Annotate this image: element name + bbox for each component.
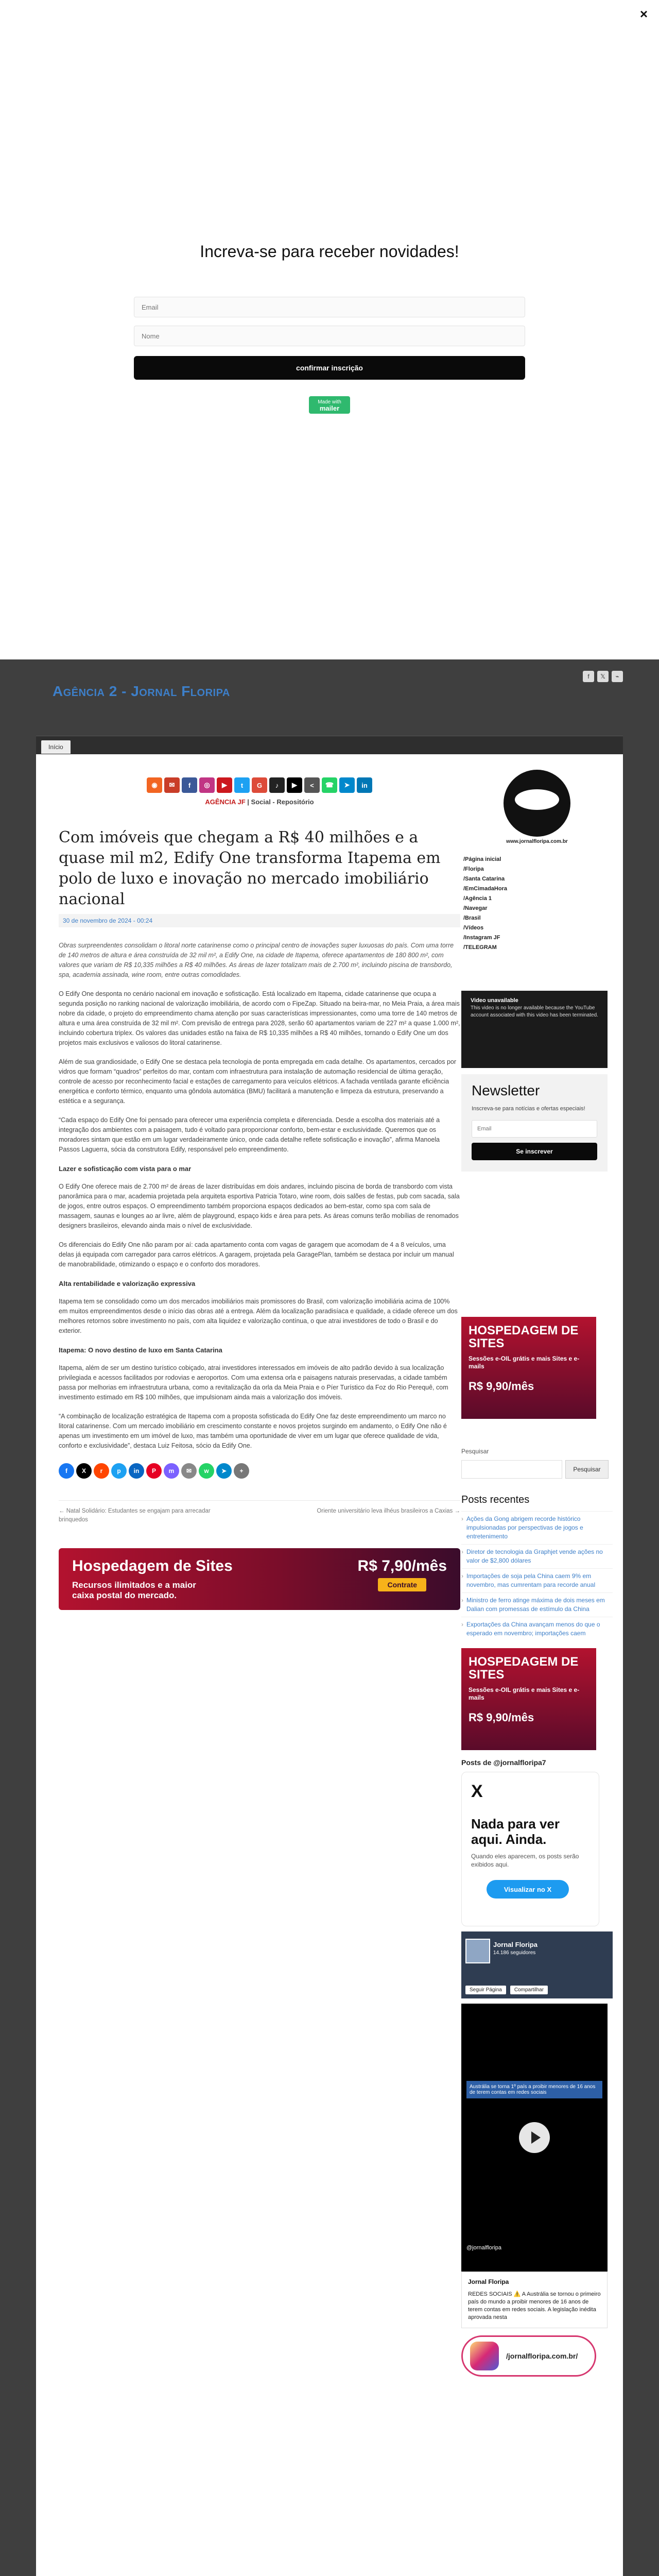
sidebar-link[interactable]: /Floripa	[463, 866, 484, 872]
recent-post-link[interactable]: › Exportações da China avançam menos do que o esperado em novembro; importações caem	[461, 1617, 613, 1641]
ad-title: Hospedagem de Sites	[72, 1557, 233, 1574]
recent-posts	[461, 1494, 613, 1641]
play-icon[interactable]	[519, 2122, 550, 2153]
twitter-icon[interactable]: 𝕏	[597, 671, 609, 682]
next-post-link[interactable]: Oriente universitário leva ilhéus brasileiros a Caxias →	[317, 1508, 460, 1514]
paragraph: Itapema, além de ser um destino turístico cobiçado, atrai investidores interessados em imóveis de alto padrão devido à sua localização privilegiada e acessos facilitados por rodovias e aeroportos. Com uma extensa orla e paisagens naturais preservadas, a cidade também passa por melhorias em infraestrutura urbana, como a revitalização da orla da Meia Praia e o Píer Turístico da Foz do Rio Perequê, com investimento estimado em R$ 100 milhões, que impulsionam ainda mais a valorização dos imóveis.	[59, 1364, 448, 1401]
sidebar-hosting-ad[interactable]	[461, 1317, 596, 1419]
video-icon[interactable]: ▶	[287, 777, 302, 793]
post-text: REDES SOCIAIS ⚠️ A Austrália se tornou o primeiro país do mundo a proibir menores de 16 anos de terem contas em redes sociais. A legislação inédita aprovada nesta	[468, 2291, 601, 2320]
confirm-subscription-button[interactable]: confirmar inscrição	[134, 356, 525, 380]
recent-posts-title: Posts recentes	[461, 1494, 530, 1505]
sidebar-link[interactable]: /Instagram JF	[463, 935, 500, 941]
video-handle: @jornalfloripa	[466, 2245, 502, 2251]
paragraph: O Edify One oferece mais de 2.700 m² de áreas de lazer distribuídas em dois andares, incluindo piscina de borda de transbordo com vista panorâmica para o mar, academia projetada pela arquiteta esportiva Patricia Totaro, wine room, dois salões de festas, pub com sacada, sala de jogos, entre outros espaços. O empreendimento também proporciona espaços dedicados ao bem-estar, como spa com sala de massagem, saunas e lounges ao ar livre, além de playground, espaço kids e área para pets. As áreas comuns terão mobílias de renomados designers brasileiros, elevando ainda mais o nível de exclusividade.	[59, 1183, 460, 1229]
x-widget-title: Posts de @jornalfloripa7	[461, 1758, 546, 1767]
ad-cta-button[interactable]: Contrate	[378, 1578, 426, 1591]
x-icon[interactable]: X	[76, 1463, 92, 1479]
fb-avatar	[465, 1939, 490, 1963]
instagram-icon	[470, 2342, 499, 2370]
popup-email-field[interactable]	[134, 297, 525, 317]
sidebar-hosting-ad-2[interactable]	[461, 1648, 596, 1750]
kicker-rest: | Social - Repositório	[245, 798, 314, 806]
facebook-icon[interactable]: f	[583, 671, 594, 682]
email-icon[interactable]: ✉	[181, 1463, 197, 1479]
more-icon[interactable]: +	[234, 1463, 249, 1479]
close-icon[interactable]: ×	[639, 6, 648, 22]
x-empty-text: Quando eles aparecem, os posts serão exibidos aqui.	[471, 1853, 579, 1868]
sidebar-link[interactable]: /TELEGRAM	[463, 944, 497, 951]
instagram-handle: /jornalfloripa.com.br/	[506, 2352, 578, 2360]
nav-tab-inicio[interactable]: Início	[41, 740, 71, 754]
youtube-embed[interactable]	[461, 991, 608, 1068]
paragraph: Além de sua grandiosidade, o Edify One se destaca pela tecnologia de ponta empregada em cada detalhe. Os apartamentos, cercados por vidros que formam “quadros” perfeitos do mar, contam com infraestrutura para instalação de automação residencial de última geração, controle de acesso por reconhecimento facial e estações de carregamento para veículos elétricos. A fachada ventilada garante eficiência energética e conforto térmico, enquanto uma gôndola automática (BMU) facilitará a manutenção e limpeza da estrutura, preservando a estética e a segurança.	[59, 1058, 457, 1105]
facebook-icon[interactable]: f	[59, 1463, 74, 1479]
pinterest-icon[interactable]: p	[111, 1463, 127, 1479]
ad-title: HOSPEDAGEM DE SITES	[469, 1655, 579, 1682]
paragraph: “A combinação de localização estratégica de Itapema com a proposta sofisticada do Edify One faz deste empreendimento um marco no litoral catarinense. Com um mercado imobiliário em crescimento constante e novos projetos surgindo em andamento, o Edify One não é apenas um investimento em um imóvel de luxo, mas também uma oportunidade de viver em um lugar que oferece qualidade de vida, conforto e exclusividade”, destaca Luiz Feitosa, sócio da Edify One.	[59, 1413, 447, 1449]
facebook-icon[interactable]: f	[182, 777, 197, 793]
main-navigation	[36, 736, 623, 754]
article-kicker	[59, 798, 460, 806]
ad-text: Sessões e-OIL grátis e mais Sites e e-mails	[469, 1686, 580, 1701]
pinterest-alt-icon[interactable]: P	[146, 1463, 162, 1479]
view-on-x-button[interactable]: Visualizar no X	[487, 1880, 569, 1899]
search-form	[461, 1460, 613, 1479]
messenger-icon[interactable]: m	[164, 1463, 179, 1479]
tiktok-icon[interactable]: ♪	[269, 777, 285, 793]
sidebar-link[interactable]: /EmCimadaHora	[463, 886, 507, 892]
bottom-share-icons	[59, 1463, 460, 1479]
ad-price-value: R$ 7,90/mês	[357, 1557, 447, 1574]
paragraph: Itapema tem se consolidado como um dos mercados imobiliários mais promissores do Brasil, com valorização imobiliária acima de 100% em muitos empreendimentos desde o início das obras até a entrega. Além da localização paradisíaca e qualidade, a cidade oferece um dos melhores retornos sobre investimento no país, com alta liquidez e valorização contínua, o que atrai investidores de todo o Brasil e do exterior.	[59, 1298, 458, 1334]
made-with-mailer-badge[interactable]	[309, 396, 350, 414]
sidebar-link[interactable]: /Navegar	[463, 905, 488, 911]
header-social-icons	[583, 671, 623, 682]
article-headline: Com imóveis que chegam a R$ 40 milhões e a quase mil m2, Edify One transforma Itapema em polo de luxo e inovação no mercado imobiliário nacional	[59, 828, 441, 908]
reddit-icon[interactable]: r	[94, 1463, 109, 1479]
ad-price	[358, 1557, 447, 1591]
video-caption: Austrália se torna 1º país a proibir menores de 16 anos de terem contas em redes sociais	[466, 2081, 602, 2098]
fb-share-button[interactable]: Compartilhar	[510, 1986, 548, 1994]
sidebar-link[interactable]: /Santa Catarina	[463, 876, 505, 882]
rss-icon[interactable]: ◉	[147, 777, 162, 793]
recent-post-link[interactable]: › Importações de soja pela China caem 9% em novembro, mas cumrentam para recorde anual	[461, 1568, 613, 1592]
twitter-icon[interactable]: t	[234, 777, 250, 793]
article	[59, 770, 460, 1610]
telegram-icon[interactable]: ➤	[339, 777, 355, 793]
paragraph: O Edify One desponta no cenário nacional em inovação e sofisticação. Está localizado em Itapema, cidade catarinense que ocupa a segunda posição no ranking nacional de valorização imobiliária, de acordo com o FipeZap. Situado na beira-mar, no Meia Praia, a área mais nobre da cidade, o projeto do empreendimento chama atenção por suas características impressionantes, como uma torre de 140 metros de altura e uma área construída de 32 mil m². Com previsão de entrega para 2028, serão 60 apartamentos variam de 227 m² a quase 1.000 m², incluindo cobertura triplex. Os valores das unidades estão na faixa de R$ 10,335 milhões a R$ 40 milhões, tornando o Edify One um dos projetos mais exclusivos e valiosos do litoral catarinense.	[59, 990, 460, 1046]
email-icon[interactable]: ✉	[164, 777, 180, 793]
jornal-floripa-logo	[504, 770, 570, 837]
google-icon[interactable]: G	[252, 777, 267, 793]
recent-post-link[interactable]: › Ações da Gong abrigem recorde histórico impulsionadas por perspectivas de jogos e entretenimento	[461, 1511, 613, 1544]
recent-post-link[interactable]: › Ministro de ferro atinge máxima de dois meses em Dalian com promessas de estímulo da China	[461, 1592, 613, 1617]
section-heading: Alta rentabilidade e valorização expressiva	[59, 1280, 196, 1287]
newsletter-email-field[interactable]	[472, 1120, 597, 1138]
linkedin-icon[interactable]: in	[357, 777, 372, 793]
instagram-icon[interactable]: ◎	[199, 777, 215, 793]
fb-page-name[interactable]: Jornal Floripa	[493, 1941, 537, 1948]
post-navigation	[59, 1500, 460, 1524]
popup-name-field[interactable]	[134, 326, 525, 346]
sidebar-links	[461, 855, 613, 953]
paragraph: Os diferenciais do Edify One não param por aí: cada apartamento conta com vagas de garagem que acomodam de 4 a 8 veículos, uma delas já equipada com carregador para carros elétricos. A garagem, projetada pela GaragePlan, também se destaca por incluir um manual de manobrabilidade, otimizando o espaço e o conforto dos moradores.	[59, 1241, 454, 1268]
newsletter-subscribe-button[interactable]: Se inscrever	[472, 1143, 597, 1160]
section-heading: Itapema: O novo destino de luxo em Santa Catarina	[59, 1346, 222, 1354]
top-share-icons	[59, 777, 460, 793]
sidebar-link[interactable]: /Agência 1	[463, 895, 492, 902]
article-body	[59, 989, 460, 1451]
facebook-page-widget[interactable]	[461, 1931, 613, 1998]
x-timeline-widget	[461, 1758, 613, 1926]
x-logo-icon: X	[471, 1782, 483, 1801]
search-button[interactable]: Pesquisar	[565, 1460, 609, 1479]
previous-post-link[interactable]: ← Natal Solidário: Estudantes se engajam para arrecadar brinquedos	[59, 1508, 211, 1523]
linkedin-icon[interactable]: in	[129, 1463, 144, 1479]
ad-title: HOSPEDAGEM DE SITES	[469, 1324, 579, 1350]
popup-title: Increva-se para receber novidades!	[200, 242, 459, 261]
embedded-video[interactable]	[461, 2004, 608, 2272]
site-wrapper	[0, 659, 659, 2576]
site-title[interactable]: Agência 2 - Jornal Floripa	[53, 683, 230, 699]
ad-text: Recursos ilimitados e a maior caixa postal do mercado.	[72, 1580, 196, 1600]
logo-url: www.jornalfloripa.com.br	[506, 839, 568, 844]
mailer-logo: mailer	[319, 404, 340, 412]
search-label: Pesquisar	[461, 1448, 489, 1455]
site-header	[36, 659, 623, 737]
hosting-ad-banner[interactable]	[59, 1548, 460, 1610]
instagram-banner[interactable]	[461, 2335, 596, 2377]
sidebar-link[interactable]: /Vídeos	[463, 925, 484, 931]
newsletter-popup	[0, 0, 659, 659]
video-unavailable-text: This video is no longer available because the YouTube account associated with this video has been terminated.	[471, 1005, 598, 1018]
sidebar-link[interactable]: /Página inicial	[463, 856, 501, 862]
whatsapp-icon[interactable]: w	[199, 1463, 214, 1479]
paragraph: “Cada espaço do Edify One foi pensado para oferecer uma experiência completa e diferenciada. Desde a escolha dos materiais até a integração dos ambientes com a paisagem, tudo é voltado para proporcionar conforto, bem-estar e exclusividade. Queremos que os moradores sintam que estão em um lugar verdadeiramente único, onde cada detalhe reflete sofisticação e inovação”, afirma Manoela Passos Laguerra, sócia da construtora Edify, responsável pelo empreendimento.	[59, 1116, 440, 1153]
x-empty-title: Nada para ver aqui. Ainda.	[471, 1816, 560, 1847]
fb-follow-button[interactable]: Seguir Página	[465, 1986, 506, 1994]
made-with-label: Made with	[318, 399, 341, 405]
sidebar-logo[interactable]	[461, 770, 613, 844]
newsletter-widget	[461, 1074, 608, 1172]
sidebar	[461, 770, 613, 2377]
ad-price: R$ 9,90/mês	[469, 1380, 534, 1393]
facebook-post	[461, 2272, 608, 2328]
video-unavailable-title: Video unavailable	[471, 997, 518, 1004]
whatsapp-icon[interactable]: ☎	[322, 777, 337, 793]
rss-icon[interactable]: ⌁	[612, 671, 623, 682]
youtube-icon[interactable]: ▶	[217, 777, 232, 793]
x-empty-card	[461, 1772, 599, 1926]
sidebar-link[interactable]: /Brasil	[463, 915, 481, 921]
ad-price: R$ 9,90/mês	[469, 1711, 534, 1724]
recent-post-link[interactable]: › Diretor de tecnologia da Graphjet vende ações no valor de $2,800 dólares	[461, 1544, 613, 1568]
fb-followers: 14.186 seguidores	[493, 1950, 536, 1956]
article-date[interactable]: 30 de novembro de 2024 - 00:24	[59, 914, 460, 927]
search-input[interactable]	[461, 1460, 562, 1479]
article-lead: Obras surpreendentes consolidam o litoral norte catarinense como o principal centro de inovações super luxuosas do país. Com uma torre de 140 metros de altura e área construída de 32 mil m², a Edify One, na cidade de Itapema, oferece apartamentos de 180 800 m², com valores que variam de R$ 10,335 milhões a R$ 40 milhões. As áreas de lazer totalizam mais de 2.700 m², incluindo piscina de transbordo, spa, academia assinada, wine room, entre outras comodidades.	[59, 942, 454, 978]
section-heading: Lazer e sofisticação com vista para o mar	[59, 1165, 192, 1173]
newsletter-text: Inscreva-se para notícias e ofertas especiais!	[472, 1106, 585, 1112]
content-area	[36, 754, 623, 2576]
post-author[interactable]: Jornal Floripa	[468, 2278, 509, 2285]
share-icon[interactable]: <	[304, 777, 320, 793]
newsletter-title: Newsletter	[472, 1082, 540, 1098]
ad-text: Sessões e-OIL grátis e mais Sites e e-mails	[469, 1355, 580, 1370]
telegram-icon[interactable]: ➤	[216, 1463, 232, 1479]
kicker-agency: AGÊNCIA JF	[205, 798, 246, 806]
